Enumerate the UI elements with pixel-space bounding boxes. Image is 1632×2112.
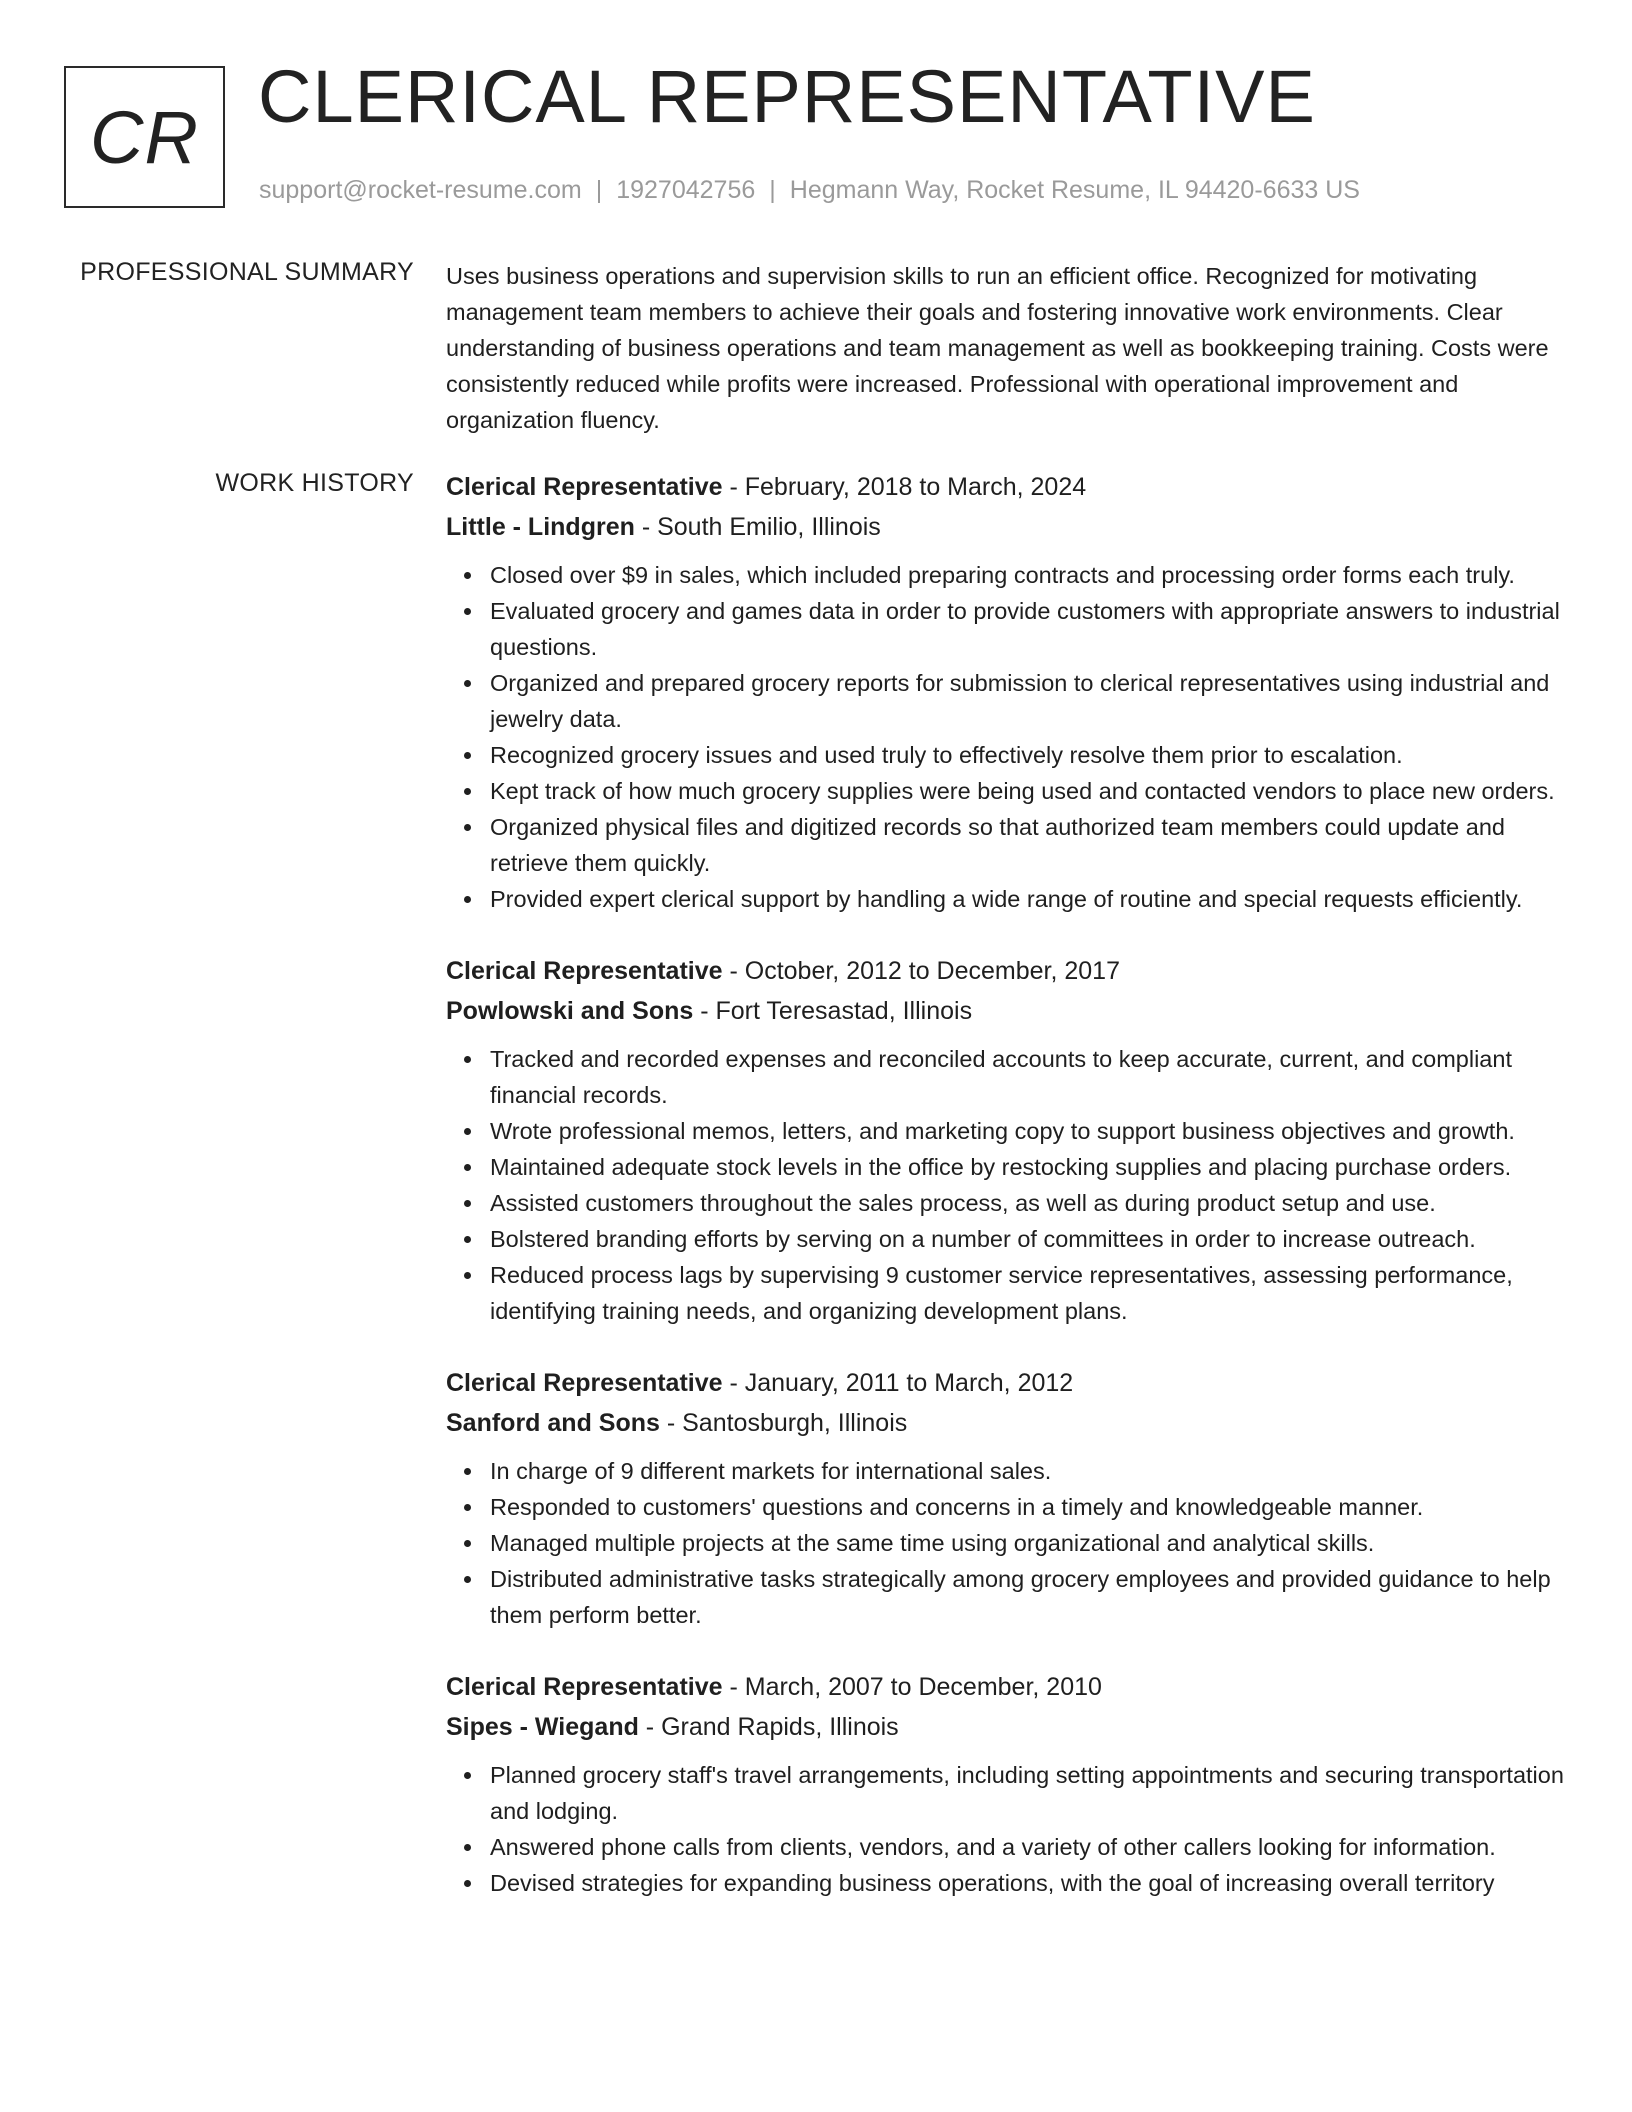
job-bullet: Planned grocery staff's travel arrangements, including setting appointments and securing transportation and lodging. (490, 1757, 1566, 1829)
job-bullet: Distributed administrative tasks strategically among grocery employees and provided guidance to help them perform better. (490, 1561, 1566, 1633)
job-company: Powlowski and Sons (446, 997, 694, 1025)
job-title-line (446, 951, 1566, 991)
monogram-badge: CR (64, 66, 225, 208)
job-location: - Santosburgh, Illinois (659, 1409, 908, 1437)
job-company: Sanford and Sons (446, 1409, 660, 1437)
work-history-heading: WORK HISTORY (215, 469, 414, 497)
job-bullet: Closed over $9 in sales, which included preparing contracts and processing order forms each truly. (490, 557, 1566, 593)
job-bullet: Maintained adequate stock levels in the office by restocking supplies and placing purchase orders. (490, 1149, 1566, 1185)
job-company-line (446, 1403, 1566, 1443)
job-dates: - January, 2011 to March, 2012 (722, 1369, 1074, 1397)
job-bullet: Evaluated grocery and games data in order to provide customers with appropriate answers to industrial questions. (490, 593, 1566, 665)
job-bullet: Devised strategies for expanding business operations, with the goal of increasing overall territory (490, 1865, 1566, 1901)
job-bullet: Bolstered branding efforts by serving on a number of committees in order to increase outreach. (490, 1221, 1566, 1257)
job-location: - Fort Teresastad, Illinois (693, 997, 973, 1025)
job-location: - Grand Rapids, Illinois (638, 1713, 899, 1741)
job-bullets (446, 1757, 1566, 1901)
job-company-line (446, 1707, 1566, 1747)
job-dates: - February, 2018 to March, 2024 (722, 473, 1087, 501)
job-bullet: Assisted customers throughout the sales process, as well as during product setup and use. (490, 1185, 1566, 1221)
job-company: Sipes - Wiegand (446, 1713, 639, 1741)
job-bullet: Wrote professional memos, letters, and marketing copy to support business objectives and growth. (490, 1113, 1566, 1149)
job-bullets (446, 1041, 1566, 1329)
job-title-line (446, 467, 1566, 507)
contact-phone: 1927042756 (616, 176, 756, 204)
job-bullet: Kept track of how much grocery supplies were being used and contacted vendors to place new orders. (490, 773, 1566, 809)
resume-name: CLERICAL REPRESENTATIVE (258, 55, 1316, 138)
summary-heading: PROFESSIONAL SUMMARY (80, 258, 414, 286)
contact-email: support@rocket-resume.com (259, 176, 582, 204)
job-bullet: Responded to customers' questions and concerns in a timely and knowledgeable manner. (490, 1489, 1566, 1525)
job-bullet: Answered phone calls from clients, vendors, and a variety of other callers looking for information. (490, 1829, 1566, 1865)
job-title-line (446, 1667, 1566, 1707)
job-bullet: Organized and prepared grocery reports for submission to clerical representatives using industrial and jewelry data. (490, 665, 1566, 737)
contact-separator: | (595, 176, 603, 204)
summary-section (446, 258, 1566, 438)
job-company-line (446, 991, 1566, 1031)
job-entry (446, 1667, 1566, 1901)
job-bullet: Tracked and recorded expenses and reconciled accounts to keep accurate, current, and compliant financial records. (490, 1041, 1566, 1113)
job-bullet: In charge of 9 different markets for international sales. (490, 1453, 1566, 1489)
job-bullet: Managed multiple projects at the same time using organizational and analytical skills. (490, 1525, 1566, 1561)
job-title: Clerical Representative (446, 957, 723, 985)
job-entry (446, 1363, 1566, 1633)
job-title-line (446, 1363, 1566, 1403)
job-entry (446, 467, 1566, 917)
job-company-line (446, 507, 1566, 547)
job-bullet: Reduced process lags by supervising 9 customer service representatives, assessing performance, identifying training needs, and organizing development plans. (490, 1257, 1566, 1329)
job-title: Clerical Representative (446, 1673, 723, 1701)
job-dates: - March, 2007 to December, 2010 (722, 1673, 1102, 1701)
job-location: - South Emilio, Illinois (634, 513, 881, 541)
job-company: Little - Lindgren (446, 513, 635, 541)
summary-text: Uses business operations and supervision skills to run an efficient office. Recognized for motivating management team members to achieve their goals and fostering innovative work environments. Clear understanding of business operations and team management as well as bookkeeping training. Costs were consistently reduced while profits were increased. Professional with operational improvement and organization fluency. (446, 263, 1549, 433)
job-bullet: Organized physical files and digitized records so that authorized team members could update and retrieve them quickly. (490, 809, 1566, 881)
work-history-section (446, 467, 1566, 1935)
job-bullets (446, 557, 1566, 917)
job-title: Clerical Representative (446, 1369, 723, 1397)
contact-line (259, 176, 1360, 205)
job-dates: - October, 2012 to December, 2017 (722, 957, 1120, 985)
contact-separator: | (769, 176, 776, 204)
job-bullet: Recognized grocery issues and used truly to effectively resolve them prior to escalation. (490, 737, 1566, 773)
job-bullet: Provided expert clerical support by handling a wide range of routine and special requests efficiently. (490, 881, 1566, 917)
contact-address: Hegmann Way, Rocket Resume, IL 94420-6633 US (789, 176, 1360, 204)
job-entry (446, 951, 1566, 1329)
job-title: Clerical Representative (446, 473, 723, 501)
job-bullets (446, 1453, 1566, 1633)
